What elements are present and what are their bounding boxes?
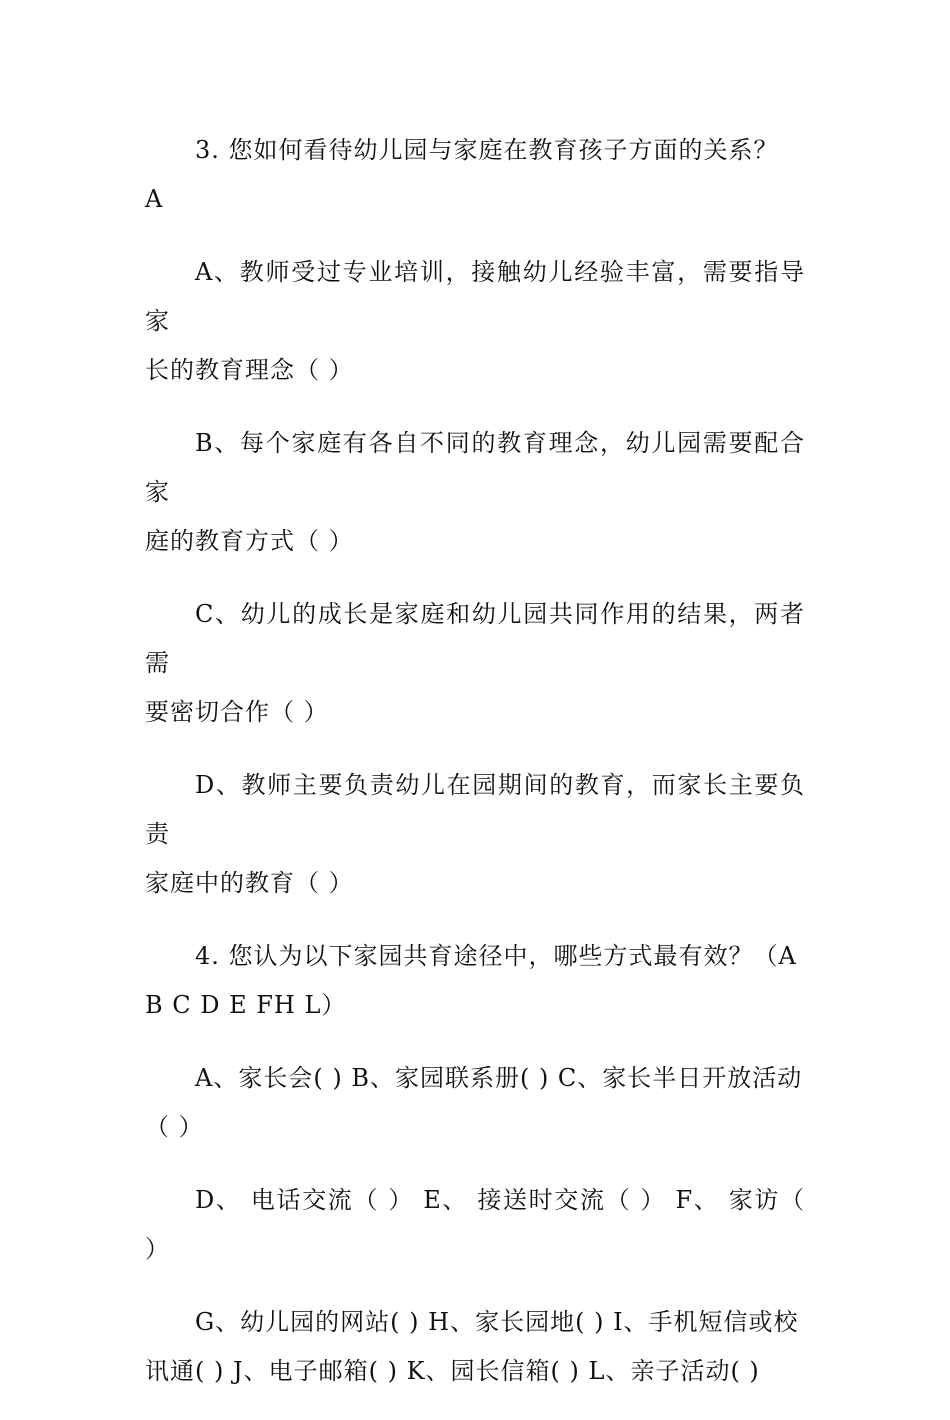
options-d-f-line-1: D、 电话交流（ ） E、 接送时交流（ ） F、 家访（ ）	[145, 1186, 805, 1263]
document-body	[145, 126, 805, 1420]
question-4-line-1: 4. 您认为以下家园共育途径中，哪些方式最有效？（A	[195, 942, 797, 970]
option-b-line-1: B、每个家庭有各自不同的教育理念，幼儿园需要配合家	[145, 429, 805, 506]
question-3-option-d	[145, 761, 805, 908]
option-b-line-2: 庭的教育方式（ ）	[145, 527, 354, 555]
question-3-line-1: 3. 您如何看待幼儿园与家庭在教育孩子方面的关系？	[195, 136, 779, 164]
option-d-line-2: 家庭中的教育（ ）	[145, 869, 354, 897]
options-g-l-line-2: 讯通( ) J、电子邮箱( ) K、园长信箱( ) L、亲子活动( )	[145, 1357, 760, 1385]
options-a-c-line-2: （ ）	[145, 1113, 204, 1141]
option-c-line-1: C、幼儿的成长是家庭和幼儿园共同作用的结果，两者需	[145, 600, 805, 677]
question-4-options-a-c	[145, 1054, 805, 1152]
question-4-answer: B C D E FH L）	[145, 991, 347, 1019]
options-a-c-line-1: A、家长会( ) B、家园联系册( ) C、家长半日开放活动	[195, 1064, 803, 1092]
question-4	[145, 932, 805, 1030]
question-3-option-b	[145, 419, 805, 566]
option-a-line-2: 长的教育理念（ ）	[145, 356, 354, 384]
question-4-options-d-f	[145, 1176, 805, 1274]
question-4-options-g-l	[145, 1298, 805, 1396]
question-3-option-c	[145, 590, 805, 737]
option-a-line-1: A、教师受过专业培训，接触幼儿经验丰富，需要指导家	[145, 258, 805, 335]
option-d-line-1: D、教师主要负责幼儿在园期间的教育，而家长主要负责	[145, 771, 805, 848]
question-3	[145, 126, 805, 224]
question-3-answer: A	[145, 185, 164, 213]
options-g-l-line-1: G、幼儿园的网站( ) H、家长园地( ) I、手机短信或校	[195, 1308, 799, 1336]
option-c-line-2: 要密切合作（ ）	[145, 698, 329, 726]
question-3-option-a	[145, 248, 805, 395]
